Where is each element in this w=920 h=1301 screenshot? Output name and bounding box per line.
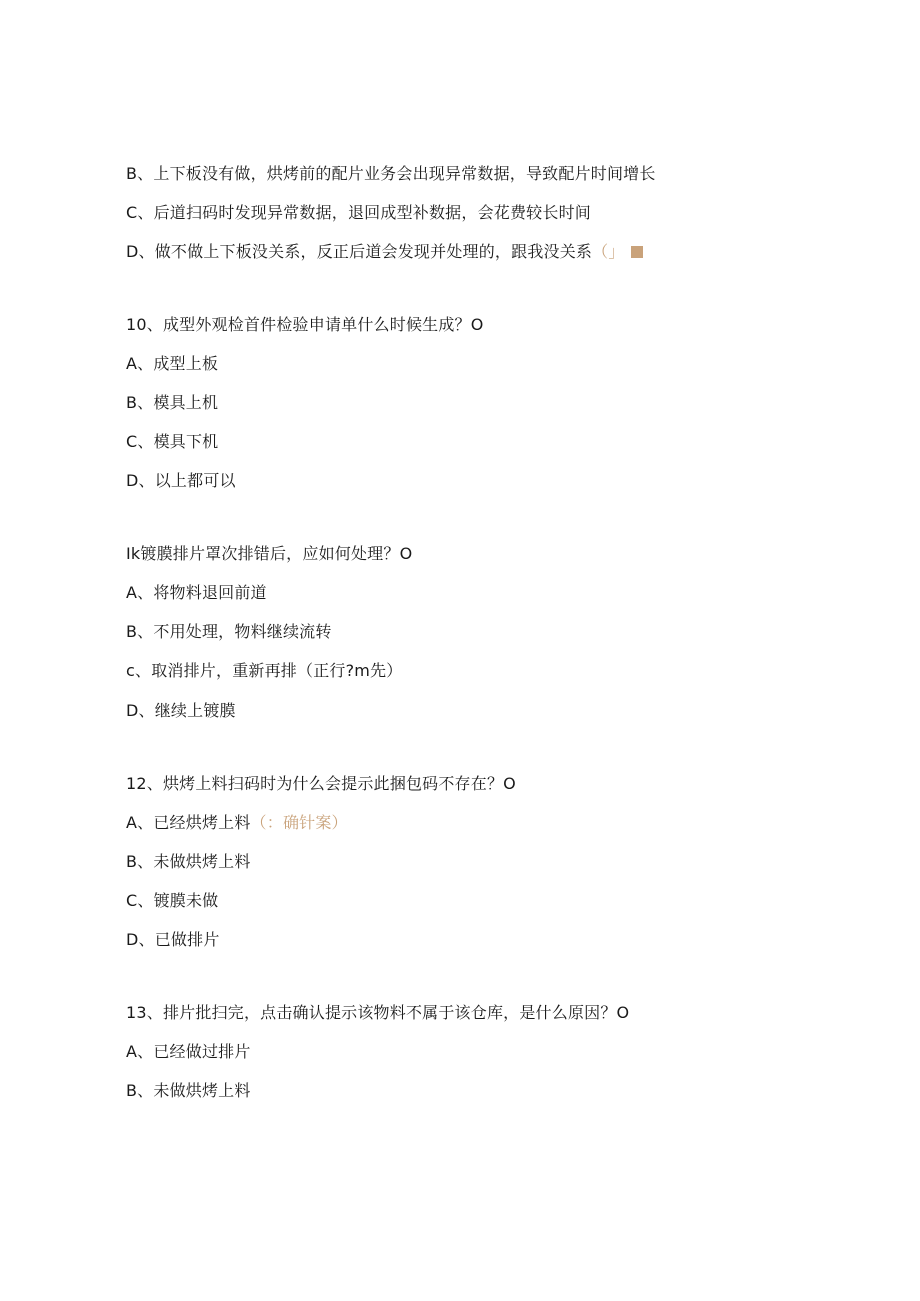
q9-option-b: B、上下板没有做，烘烤前的配片业务会出现异常数据，导致配片时间增长 [126,164,656,183]
q11-question: Ik镀膜排片罩次排错后，应如何处理？O [126,544,413,563]
q10-question: 10、成型外观检首件检验申请单什么时候生成？O [126,315,484,334]
q11-option-b: B、不用处理，物料继续流转 [126,622,332,641]
q9-option-d-note: （」 [592,242,625,261]
q13-question: 13、排片批扫完，点击确认提示该物料不属于该仓库，是什么原因？O [126,1003,630,1022]
q12-question: 12、烘烤上料扫码时为什么会提示此捆包码不存在？O [126,774,516,793]
q13-option-a: A、已经做过排片 [126,1042,251,1061]
q10-option-b: B、模具上机 [126,393,219,412]
q12-option-b: B、未做烘烤上料 [126,852,251,871]
q11-option-c: c、取消排片，重新再排（正行?m先） [126,661,403,680]
q12-option-a-note: （：确针案） [250,813,348,832]
q9-option-d: D、做不做上下板没关系，反正后道会发现并处理的，跟我没关系 [126,242,593,261]
q11-option-d: D、继续上镀膜 [126,701,236,720]
answer-mark-icon [631,246,643,258]
q10-option-d: D、以上都可以 [126,471,236,490]
q10-option-a: A、成型上板 [126,354,219,373]
q12-option-d: D、已做排片 [126,930,220,949]
q11-option-a: A、将物料退回前道 [126,583,267,602]
q12-option-c: C、镀膜未做 [126,891,219,910]
q9-option-d-row [126,241,643,263]
q9-option-c: C、后道扫码时发现异常数据，退回成型补数据，会花费较长时间 [126,203,591,222]
q10-option-c: C、模具下机 [126,432,219,451]
q12-option-a: A、已经烘烤上料 [126,813,251,832]
q12-option-a-row [126,812,348,834]
q13-option-b: B、未做烘烤上料 [126,1081,251,1100]
